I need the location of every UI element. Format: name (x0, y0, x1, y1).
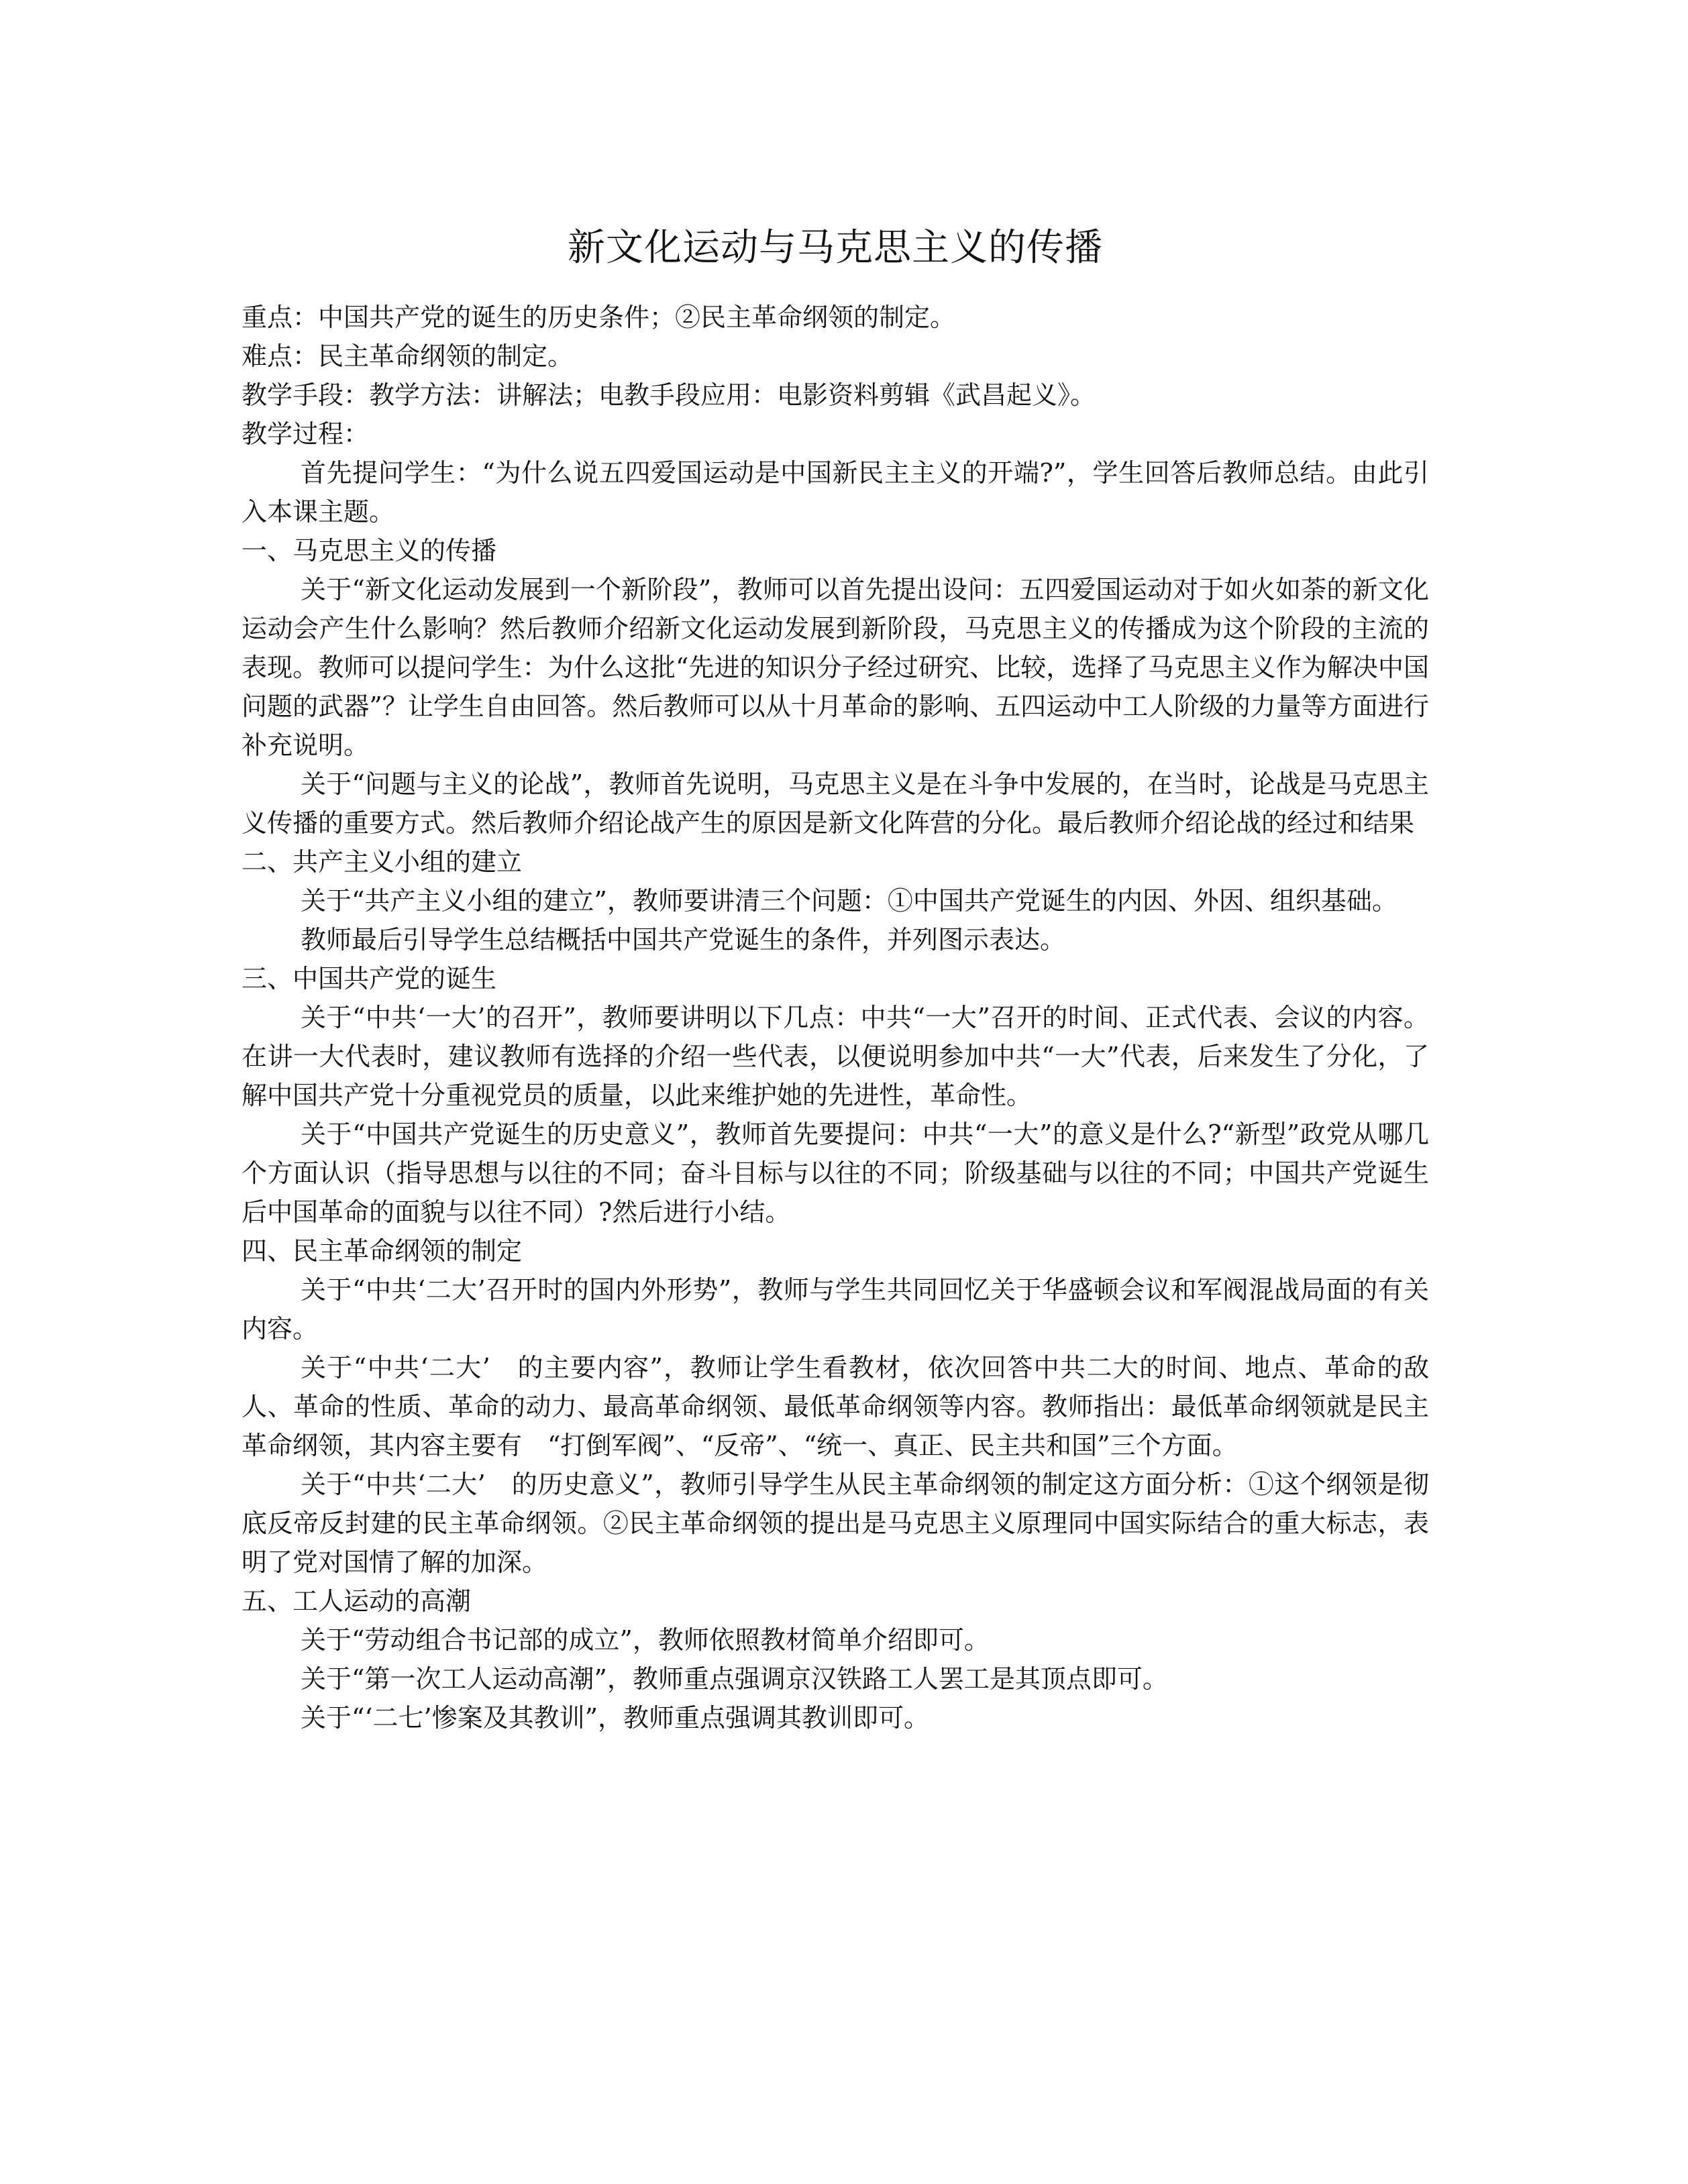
body-paragraph: 关于“中国共产党诞生的历史意义”，教师首先要提问：中共“一大”的意义是什么?“新型”政党从哪几个方面认识（指导思想与以往的不同；奋斗目标与以往的不同；阶级基础与以往的不同；中国共产党诞生后中国革命的面貌与以往不同）?然后进行小结。 (242, 1120, 1429, 1227)
section-line: 教学过程： (242, 419, 370, 449)
section-line: 三、中国共产党的诞生 (242, 964, 497, 993)
body-paragraph: 关于“中共‘二大’ 的主要内容”，教师让学生看教材，依次回答中共二大的时间、地点、革命的敌人、革命的性质、革命的动力、最高革命纲领、最低革命纲领等内容。教师指出：最低革命纲领就是民主革命纲领，其内容主要有 “打倒军阀”、“反帝”、“统一、真正、民主共和国”三个方面。 (242, 1353, 1429, 1460)
body-paragraph: 关于“劳动组合书记部的成立”，教师依照教材简单介绍即可。 (301, 1625, 990, 1655)
section-line: 教学手段：教学方法：讲解法；电教手段应用：电影资料剪辑《武昌起义》。 (242, 380, 1096, 410)
body-paragraph: 关于“问题与主义的论战”，教师首先说明，马克思主义是在斗争中发展的，在当时，论战是马克思主义传播的重要方式。然后教师介绍论战产生的原因是新文化阵营的分化。最后教师介绍论战的经过和结果 (242, 769, 1429, 838)
document-body (242, 298, 1429, 1737)
body-paragraph: 关于“共产主义小组的建立”，教师要讲清三个问题：①中国共产党诞生的内因、外因、组织基础。 (301, 886, 1397, 916)
body-paragraph: 关于“中共‘二大’ 的历史意义”，教师引导学生从民主革命纲领的制定这方面分析：①这个纲领是彻底反帝反封建的民主革命纲领。②民主革命纲领的提出是马克思主义原理同中国实际结合的重大标志，表明了党对国情了解的加深。 (242, 1470, 1429, 1577)
body-paragraph: 关于“‘二七’惨案及其教训”，教师重点强调其教训即可。 (301, 1703, 930, 1733)
section-line: 四、民主革命纲领的制定 (242, 1236, 523, 1266)
document-title: 新文化运动与马克思主义的传播 (568, 226, 1103, 270)
body-paragraph: 首先提问学生：“为什么说五四爱国运动是中国新民主主义的开端?”，学生回答后教师总结。由此引入本课主题。 (242, 458, 1429, 527)
document-page (242, 221, 1429, 1737)
section-line: 二、共产主义小组的建立 (242, 847, 523, 877)
body-paragraph: 教师最后引导学生总结概括中国共产党诞生的条件，并列图示表达。 (301, 925, 1066, 954)
section-line: 一、马克思主义的传播 (242, 536, 497, 565)
section-line: 五、工人运动的高潮 (242, 1586, 472, 1616)
body-paragraph: 关于“中共‘一大’的召开”，教师要讲明以下几点：中共“一大”召开的时间、正式代表、会议的内容。在讲一大代表时，建议教师有选择的介绍一些代表，以便说明参加中共“一大”代表，后来发生了分化，了解中国共产党十分重视党员的质量，以此来维护她的先进性，革命性。 (242, 1003, 1429, 1110)
body-paragraph: 关于“中共‘二大’召开时的国内外形势”，教师与学生共同回忆关于华盛顿会议和军阀混战局面的有关内容。 (242, 1275, 1429, 1344)
body-paragraph: 关于“第一次工人运动高潮”，教师重点强调京汉铁路工人罢工是其顶点即可。 (301, 1664, 1168, 1694)
section-line: 难点：民主革命纲领的制定。 (242, 341, 574, 371)
body-paragraph: 关于“新文化运动发展到一个新阶段”，教师可以首先提出设问：五四爱国运动对于如火如荼的新文化运动会产生什么影响？然后教师介绍新文化运动发展到新阶段，马克思主义的传播成为这个阶段的主流的表现。教师可以提问学生：为什么这批“先进的知识分子经过研究、比较，选择了马克思主义作为解决中国问题的武器”？让学生自由回答。然后教师可以从十月革命的影响、五四运动中工人阶级的力量等方面进行补充说明。 (242, 575, 1429, 760)
section-line: 重点：中国共产党的诞生的历史条件；②民主革命纲领的制定。 (242, 303, 956, 332)
